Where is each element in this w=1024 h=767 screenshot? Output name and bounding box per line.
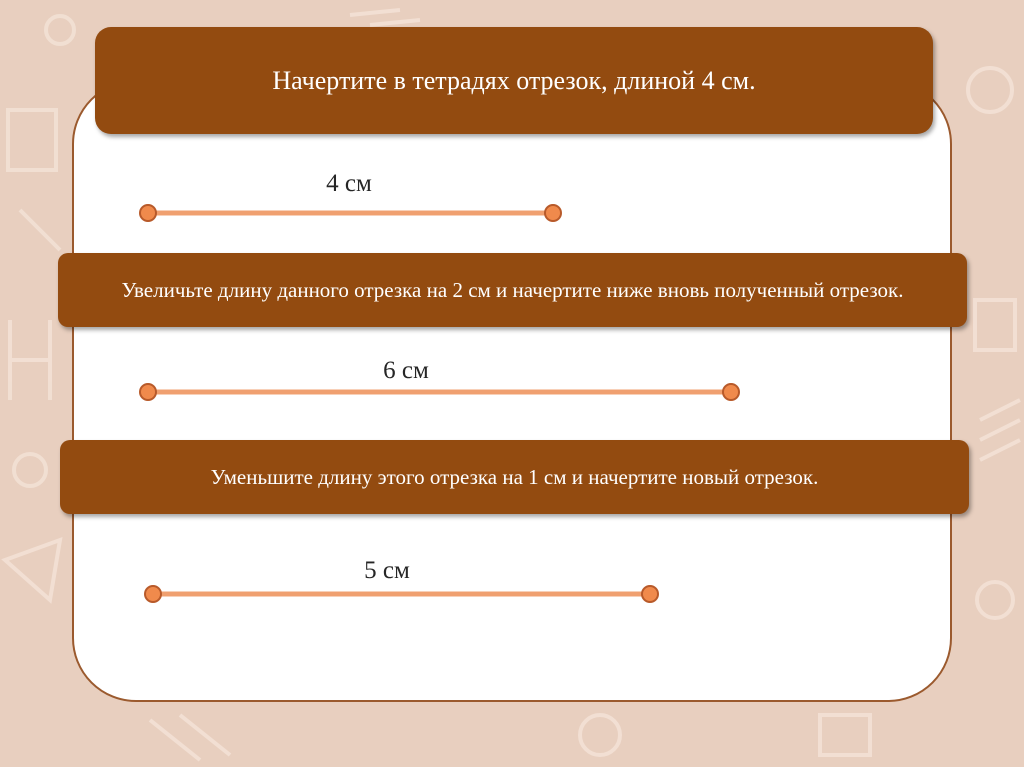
segment-label-1: 4 см: [326, 170, 372, 197]
task-1-text: Начертите в тетрадях отрезок, длиной 4 см.: [272, 65, 756, 95]
segment-label-2: 6 см: [383, 357, 429, 384]
content-card: [72, 80, 952, 702]
task-banner-1: [95, 27, 933, 134]
task-banner-3: [60, 440, 969, 514]
task-3-text: Уменьшите длину этого отрезка на 1 см и начертите новый отрезок.: [210, 464, 819, 489]
segment-label-3: 5 см: [364, 557, 410, 584]
task-banner-2: [58, 253, 967, 327]
task-2-text: Увеличьте длину данного отрезка на 2 см и начертите ниже вновь полученный отрезок.: [121, 277, 904, 302]
